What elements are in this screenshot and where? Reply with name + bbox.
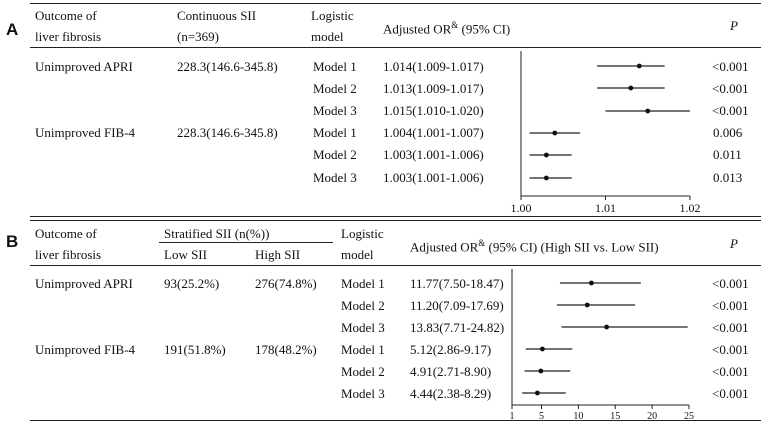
- panel-b-high-header: High SII: [255, 247, 301, 262]
- forest-b-point-estimate: [538, 369, 543, 374]
- panel-a-model-header-1: Logistic: [311, 8, 354, 23]
- panel-b-p-header: P: [730, 236, 738, 251]
- model-cell: Model 3: [313, 103, 357, 118]
- panel-a-outcome-header-2: liver fibrosis: [35, 29, 102, 44]
- panel-a-label: A: [6, 20, 19, 39]
- model-cell: Model 2: [313, 147, 357, 162]
- panel-b-model-header-1: Logistic: [341, 226, 384, 241]
- p-cell: <0.001: [712, 386, 749, 401]
- p-cell: <0.001: [712, 59, 749, 74]
- forest-a-point-estimate: [645, 109, 650, 114]
- or-cell: 11.20(7.09-17.69): [410, 298, 504, 313]
- p-cell: 0.006: [713, 125, 743, 140]
- model-cell: Model 3: [313, 170, 357, 185]
- panel-a-value-fib4: 228.3(146.6-345.8): [177, 125, 278, 140]
- panel-b-outcome-apri: Unimproved APRI: [35, 276, 133, 291]
- panel-b-outcome-header-1: Outcome of: [35, 226, 97, 241]
- forest-b-tick-label: 1: [509, 411, 515, 422]
- or-cell: 1.014(1.009-1.017): [383, 59, 484, 74]
- p-cell: <0.001: [712, 298, 749, 313]
- p-cell: <0.001: [712, 364, 749, 379]
- or-cell: 1.003(1.001-1.006): [383, 170, 484, 185]
- or-cell: 13.83(7.71-24.82): [410, 320, 505, 335]
- forest-a-point-estimate: [544, 176, 549, 181]
- forest-a-point-estimate: [628, 86, 633, 91]
- panel-b-header-rule: [30, 265, 761, 266]
- panel-a-model-header-2: model: [311, 29, 344, 44]
- model-cell: Model 3: [341, 386, 385, 401]
- model-cell: Model 1: [341, 276, 385, 291]
- panel-b-outcome-header-2: liver fibrosis: [35, 247, 102, 262]
- p-cell: <0.001: [712, 320, 749, 335]
- p-cell: <0.001: [712, 81, 749, 96]
- p-cell: <0.001: [712, 342, 749, 357]
- panel-b-label: B: [6, 232, 19, 251]
- panel-a-continuous-header-2: (n=369): [177, 29, 219, 44]
- forest-b-tick-label: 10: [573, 411, 584, 422]
- p-cell: <0.001: [712, 103, 749, 118]
- panel-a-outcome-header-1: Outcome of: [35, 8, 97, 23]
- model-cell: Model 3: [341, 320, 385, 335]
- or-cell: 1.003(1.001-1.006): [383, 147, 484, 162]
- or-cell: 5.12(2.86-9.17): [410, 342, 492, 357]
- forest-b-tick-label: 20: [647, 411, 658, 422]
- panel-a-or-header-sup: &: [451, 20, 459, 30]
- panel-b-outcome-fib4: Unimproved FIB-4: [35, 342, 136, 357]
- panel-b-low-fib4: 191(51.8%): [164, 342, 226, 357]
- forest-a-tick-label: 1.00: [510, 201, 532, 215]
- panel-b-or-header-rest: (95% CI) (High SII vs. Low SII): [485, 239, 659, 255]
- or-cell: 1.015(1.010-1.020): [383, 103, 484, 118]
- p-cell: 0.013: [713, 170, 743, 185]
- forest-b-tick-label: 25: [684, 411, 694, 422]
- panel-a-outcome-fib4: Unimproved FIB-4: [35, 125, 136, 140]
- forest-b-point-estimate: [540, 347, 545, 352]
- panel-b-high-fib4: 178(48.2%): [255, 342, 317, 357]
- model-cell: Model 2: [341, 298, 385, 313]
- panel-b-or-header-main: Adjusted OR: [410, 239, 479, 255]
- forest-b-point-estimate: [535, 391, 540, 396]
- forest-b-point-estimate: [585, 303, 590, 308]
- panel-a-outcome-apri: Unimproved APRI: [35, 59, 133, 74]
- panel-a-bottom-rule: [30, 216, 761, 217]
- forest-a-tick-label: 1.01: [595, 201, 616, 215]
- forest-b-point-estimate: [604, 325, 609, 330]
- or-cell: 1.013(1.009-1.017): [383, 81, 484, 96]
- forest-a-point-estimate: [637, 64, 642, 69]
- panel-a-or-header-rest: (95% CI): [458, 21, 511, 37]
- panel-b-low-apri: 93(25.2%): [164, 276, 220, 291]
- panel-b-or-header-sup: &: [478, 238, 486, 248]
- panel-b-model-header-2: model: [341, 247, 374, 262]
- forest-b-tick-label: 15: [610, 411, 621, 422]
- or-cell: 4.44(2.38-8.29): [410, 386, 492, 401]
- or-cell: 4.91(2.71-8.90): [410, 364, 492, 379]
- model-cell: Model 1: [313, 125, 357, 140]
- panel-b-top-rule: [30, 220, 761, 221]
- panel-b-stratified-header: Stratified SII (n(%)): [164, 226, 270, 241]
- panel-a-or-header-main: Adjusted OR: [383, 21, 452, 37]
- p-cell: 0.011: [713, 147, 742, 162]
- panel-a-p-header: P: [730, 18, 738, 33]
- panel-b-high-apri: 276(74.8%): [255, 276, 317, 291]
- panel-b-or-header: [410, 236, 659, 254]
- panel-b-bottom-rule: [30, 420, 761, 421]
- model-cell: Model 2: [313, 81, 357, 96]
- forest-b-tick-label: 5: [539, 411, 544, 422]
- forest-b-point-estimate: [589, 281, 594, 286]
- model-cell: Model 1: [313, 59, 357, 74]
- or-cell: 11.77(7.50-18.47): [410, 276, 504, 291]
- or-cell: 1.004(1.001-1.007): [383, 125, 484, 140]
- panel-a-continuous-header-1: Continuous SII: [177, 8, 257, 23]
- forest-a-tick-label: 1.02: [679, 201, 701, 215]
- forest-a-point-estimate: [552, 131, 557, 136]
- model-cell: Model 2: [341, 364, 385, 379]
- model-cell: Model 1: [341, 342, 385, 357]
- panel-a-value-apri: 228.3(146.6-345.8): [177, 59, 278, 74]
- p-cell: <0.001: [712, 276, 749, 291]
- forest-a-point-estimate: [544, 153, 549, 158]
- panel-b-low-header: Low SII: [164, 247, 207, 262]
- panel-b-stratified-rule: [159, 242, 333, 243]
